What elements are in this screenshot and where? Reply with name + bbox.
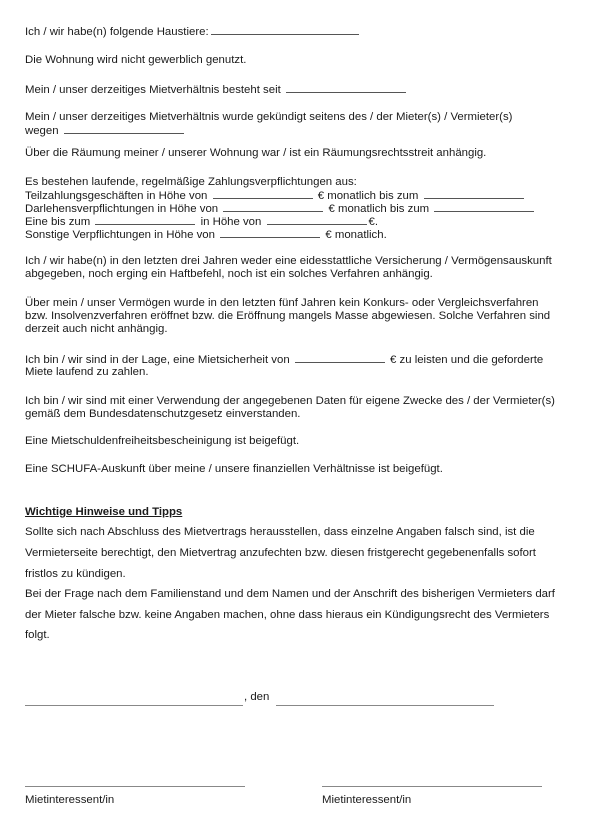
data-consent-line1: Ich bin / wir sind mit einer Verwendung der angegebenen Daten für eigene Zwecke des / der Vermieter(s) — [25, 395, 555, 407]
affidavit-line1: Ich / wir habe(n) in den letzten drei Jahren weder eine eidesstattliche Versicherung / Vermögensauskunft — [25, 255, 552, 267]
date-field[interactable] — [276, 704, 494, 706]
deposit-suffix: € zu leisten und die geforderte — [390, 354, 544, 366]
signature-line-right[interactable] — [322, 785, 542, 787]
place-field[interactable] — [25, 704, 243, 706]
notes-line: Vermieterseite berechtigt, den Mietvertrag anzufechten bzw. diesen fristgerecht gegebenenfalls sofort — [25, 547, 536, 559]
affidavit-line2: abgegeben, noch erging ein Haftbefehl, noch ist ein solches Verfahren anhängig. — [25, 268, 433, 280]
until-date-field[interactable] — [95, 214, 195, 225]
deposit-amount-field[interactable] — [295, 352, 385, 363]
loan-label: Darlehensverpflichtungen in Höhe von — [25, 203, 219, 215]
notes-line: der Mieter falsche bzw. keine Angaben machen, ohne dass hieraus ein Kündigungsrecht des Vermieters — [25, 609, 550, 621]
installment-until-field[interactable] — [424, 188, 524, 199]
schufa-statement: Eine SCHUFA-Auskunft über meine / unsere finanziellen Verhältnisse ist beigefügt. — [25, 463, 443, 475]
deposit-label: Ich bin / wir sind in der Lage, eine Mietsicherheit von — [25, 354, 290, 366]
tenancy-since-statement — [25, 82, 408, 97]
notes-line: folgt. — [25, 629, 50, 641]
notes-line: Bei der Frage nach dem Familienstand und dem Namen und der Anschrift des bisherigen Vermieters darf — [25, 588, 555, 600]
tenancy-since-field[interactable] — [286, 82, 406, 93]
installment-label: Teilzahlungsgeschäften in Höhe von — [25, 190, 208, 202]
insolvency-line2: bzw. Insolvenzverfahren eröffnet bzw. die Eröffnung mangels Masse abgewiesen. Solche Verfahren sind — [25, 310, 551, 322]
other-amount-field[interactable] — [220, 227, 320, 238]
loan-amount-field[interactable] — [223, 201, 323, 212]
insolvency-line1: Über mein / unser Vermögen wurde in den letzten fünf Jahren kein Konkurs- oder Vergleichsverfahren — [25, 297, 539, 309]
termination-reason-field[interactable] — [64, 123, 184, 134]
installment-until-label: € monatlich bis zum — [317, 190, 419, 202]
insolvency-line3: derzeit auch nicht anhängig. — [25, 323, 168, 335]
tenancy-since-label: Mein / unser derzeitiges Mietverhältnis besteht seit — [25, 84, 281, 96]
until-label: Eine bis zum — [25, 216, 91, 228]
obligation-row-other — [25, 227, 387, 242]
notes-heading: Wichtige Hinweise und Tipps — [25, 506, 183, 518]
euro-sign: €. — [368, 216, 379, 228]
monthly-label: € monatlich. — [325, 229, 387, 241]
notes-line: Sollte sich nach Abschluss des Mietvertrags herausstellen, dass einzelne Angaben falsch sind, ist die — [25, 526, 535, 538]
notes-line: fristlos zu kündigen. — [25, 568, 126, 580]
place-date-separator: , den — [244, 691, 270, 703]
pets-field[interactable] — [211, 24, 359, 35]
non-commercial-statement: Die Wohnung wird nicht gewerblich genutzt. — [25, 54, 247, 66]
installment-amount-field[interactable] — [213, 188, 313, 199]
other-label: Sonstige Verpflichtungen in Höhe von — [25, 229, 215, 241]
data-consent-line2: gemäß dem Bundesdatenschutzgesetz einverstanden. — [25, 408, 301, 420]
signature-label-left: Mietinteressent/in — [25, 794, 115, 806]
loan-until-field[interactable] — [434, 201, 534, 212]
reason-label: wegen — [25, 125, 59, 137]
signature-line-left[interactable] — [25, 785, 245, 787]
amount-label: in Höhe von — [200, 216, 262, 228]
eviction-statement: Über die Räumung meiner / unserer Wohnung war / ist ein Räumungsrechtsstreit anhängig. — [25, 147, 487, 159]
tenancy-terminated-line1: Mein / unser derzeitiges Mietverhältnis wurde gekündigt seitens des / der Mieter(s) / Vermieter(s) — [25, 111, 513, 123]
deposit-line2: Miete laufend zu zahlen. — [25, 366, 149, 378]
pets-statement — [25, 24, 361, 39]
loan-until-label: € monatlich bis zum — [328, 203, 430, 215]
rent-debt-cert-statement: Eine Mietschuldenfreiheitsbescheinigung ist beigefügt. — [25, 435, 300, 447]
signature-label-right: Mietinteressent/in — [322, 794, 412, 806]
until-amount-field[interactable] — [267, 214, 367, 225]
tenancy-terminated-line2 — [25, 123, 186, 138]
pets-label: Ich / wir habe(n) folgende Haustiere: — [25, 26, 209, 38]
obligations-intro: Es bestehen laufende, regelmäßige Zahlungsverpflichtungen aus: — [25, 176, 357, 188]
